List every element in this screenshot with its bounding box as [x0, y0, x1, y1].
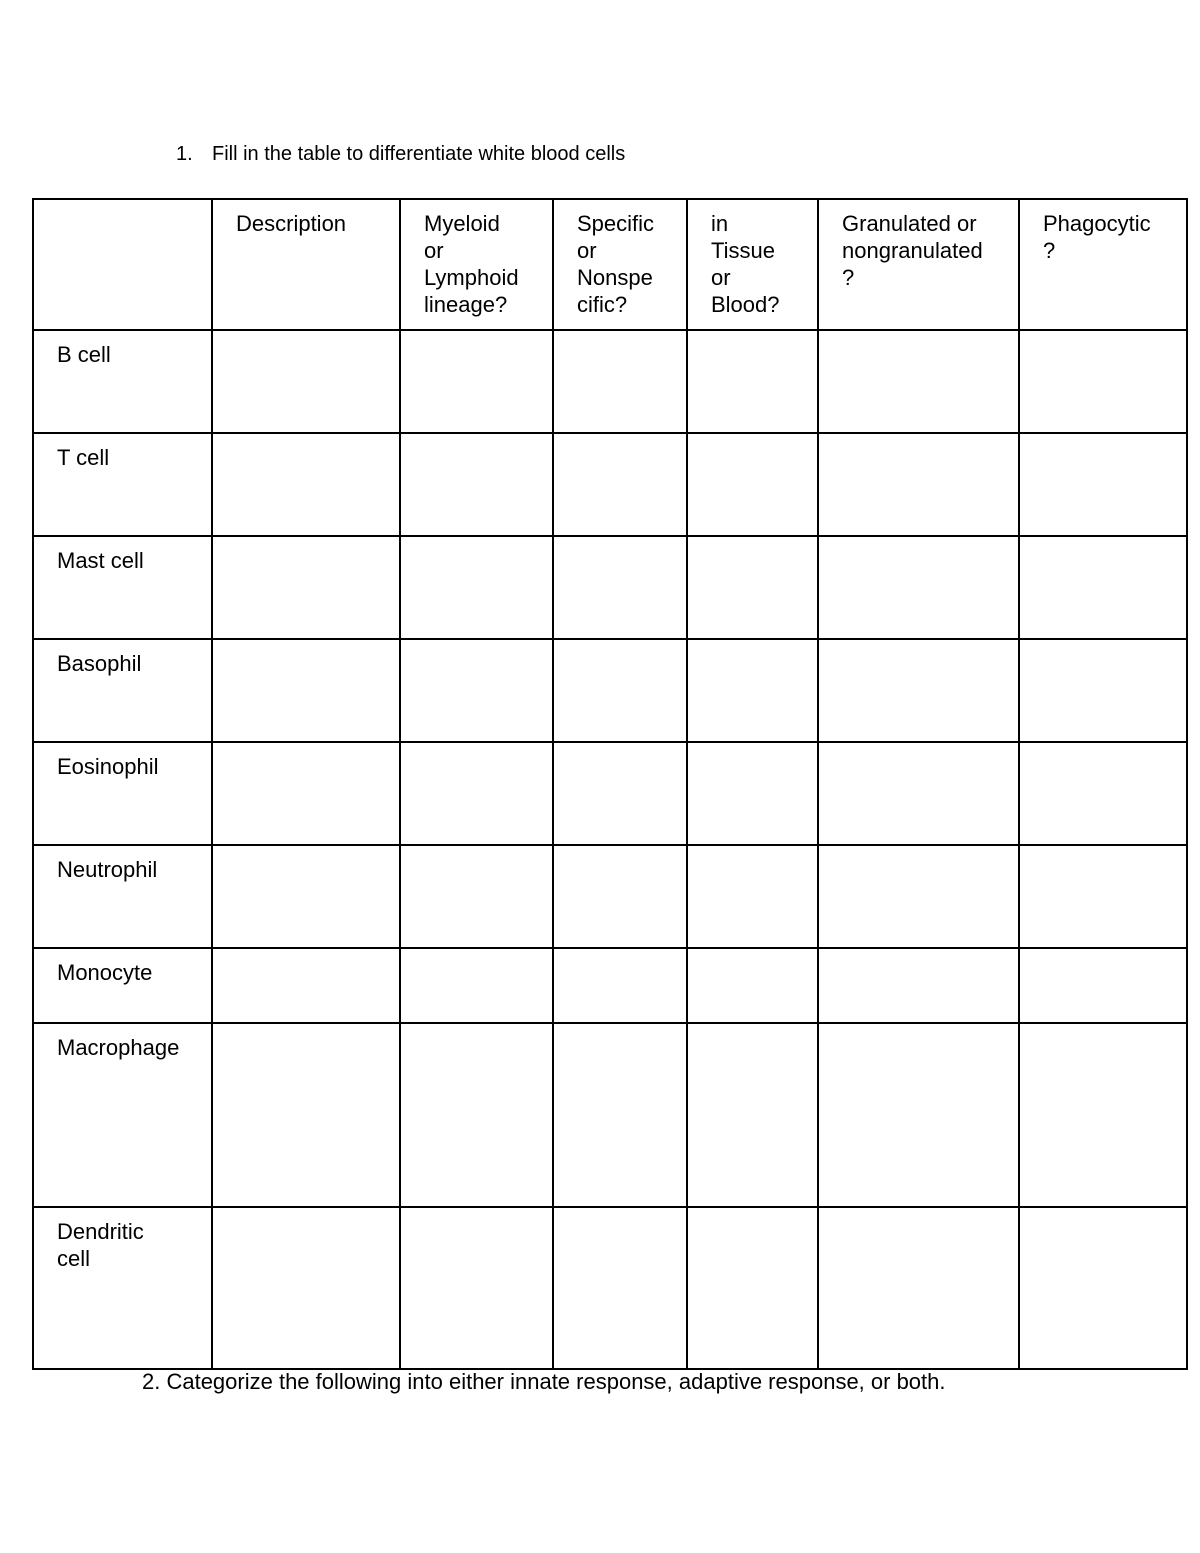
table-row	[33, 330, 1187, 433]
table-header-cell	[553, 199, 687, 330]
answer-cell[interactable]	[400, 1023, 553, 1207]
table-row	[33, 1207, 1187, 1369]
cell-type-label: Neutrophil	[57, 857, 158, 882]
answer-cell[interactable]	[818, 433, 1019, 536]
answer-cell[interactable]	[818, 1207, 1019, 1369]
answer-cell[interactable]	[400, 1207, 553, 1369]
table-header-label: Myeloid or Lymphoid lineage?	[424, 211, 519, 317]
answer-cell[interactable]	[1019, 948, 1187, 1023]
table-header-cell	[212, 199, 400, 330]
table-header-cell	[687, 199, 818, 330]
answer-cell[interactable]	[1019, 433, 1187, 536]
table-header-label: Specific or Nonspe cific?	[577, 211, 655, 317]
table-header-label: Granulated or nongranulated ?	[842, 211, 983, 290]
cell-type-label: Mast cell	[57, 548, 144, 573]
answer-cell[interactable]	[212, 742, 400, 845]
answer-cell[interactable]	[818, 330, 1019, 433]
table-row-label-cell	[33, 639, 212, 742]
table-row-label-cell	[33, 1023, 212, 1207]
table-header-label: Phagocytic ?	[1043, 211, 1151, 263]
answer-cell[interactable]	[400, 330, 553, 433]
answer-cell[interactable]	[553, 948, 687, 1023]
answer-cell[interactable]	[553, 536, 687, 639]
answer-cell[interactable]	[553, 330, 687, 433]
answer-cell[interactable]	[687, 433, 818, 536]
cell-type-label: Monocyte	[57, 960, 153, 985]
answer-cell[interactable]	[212, 639, 400, 742]
cell-type-label: B cell	[57, 342, 111, 367]
answer-cell[interactable]	[1019, 845, 1187, 948]
cell-type-label: Dendritic cell	[57, 1219, 144, 1271]
answer-cell[interactable]	[553, 639, 687, 742]
answer-cell[interactable]	[212, 330, 400, 433]
answer-cell[interactable]	[818, 845, 1019, 948]
answer-cell[interactable]	[687, 536, 818, 639]
answer-cell[interactable]	[212, 433, 400, 536]
answer-cell[interactable]	[1019, 742, 1187, 845]
answer-cell[interactable]	[212, 536, 400, 639]
table-row-label-cell	[33, 433, 212, 536]
table-header-cell	[1019, 199, 1187, 330]
answer-cell[interactable]	[400, 433, 553, 536]
answer-cell[interactable]	[212, 1207, 400, 1369]
table-row-label-cell	[33, 1207, 212, 1369]
question-1-number: 1.	[176, 143, 193, 165]
answer-cell[interactable]	[687, 1207, 818, 1369]
answer-cell[interactable]	[553, 742, 687, 845]
answer-cell[interactable]	[553, 845, 687, 948]
table-header-cell	[400, 199, 553, 330]
table-row	[33, 742, 1187, 845]
answer-cell[interactable]	[1019, 1207, 1187, 1369]
answer-cell[interactable]	[212, 1023, 400, 1207]
table-row	[33, 433, 1187, 536]
answer-cell[interactable]	[553, 1023, 687, 1207]
table-row-label-cell	[33, 330, 212, 433]
question-1-text: Fill in the table to differentiate white blood cells	[212, 143, 626, 165]
answer-cell[interactable]	[212, 845, 400, 948]
answer-cell[interactable]	[1019, 330, 1187, 433]
question-1	[176, 142, 625, 166]
answer-cell[interactable]	[687, 1023, 818, 1207]
table-corner-cell	[33, 199, 212, 330]
table-row	[33, 845, 1187, 948]
answer-cell[interactable]	[1019, 1023, 1187, 1207]
cell-type-label: Eosinophil	[57, 754, 159, 779]
answer-cell[interactable]	[1019, 639, 1187, 742]
answer-cell[interactable]	[818, 536, 1019, 639]
table-row-label-cell	[33, 742, 212, 845]
table-row	[33, 639, 1187, 742]
answer-cell[interactable]	[687, 845, 818, 948]
table-header-cell	[818, 199, 1019, 330]
answer-cell[interactable]	[687, 330, 818, 433]
table-header-label: Description	[236, 211, 347, 236]
answer-cell[interactable]	[400, 948, 553, 1023]
answer-cell[interactable]	[400, 639, 553, 742]
table-row	[33, 1023, 1187, 1207]
table-row-label-cell	[33, 536, 212, 639]
answer-cell[interactable]	[400, 536, 553, 639]
table-header-label: in Tissue or Blood?	[711, 211, 780, 317]
answer-cell[interactable]	[553, 433, 687, 536]
table-row-label-cell	[33, 845, 212, 948]
cell-type-label: Basophil	[57, 651, 142, 676]
answer-cell[interactable]	[687, 639, 818, 742]
answer-cell[interactable]	[818, 639, 1019, 742]
answer-cell[interactable]	[553, 1207, 687, 1369]
answer-cell[interactable]	[818, 742, 1019, 845]
answer-cell[interactable]	[400, 742, 553, 845]
answer-cell[interactable]	[818, 948, 1019, 1023]
cell-type-label: Macrophage	[57, 1035, 180, 1060]
answer-cell[interactable]	[1019, 536, 1187, 639]
answer-cell[interactable]	[212, 948, 400, 1023]
answer-cell[interactable]	[687, 742, 818, 845]
white-blood-cell-table	[32, 198, 1188, 1370]
table-row	[33, 536, 1187, 639]
answer-cell[interactable]	[400, 845, 553, 948]
cell-type-label: T cell	[57, 445, 110, 470]
answer-cell[interactable]	[687, 948, 818, 1023]
answer-cell[interactable]	[818, 1023, 1019, 1207]
question-2-text: 2. Categorize the following into either innate response, adaptive response, or both.	[142, 1369, 946, 1394]
table-row	[33, 948, 1187, 1023]
table-row-label-cell	[33, 948, 212, 1023]
table-header-row	[33, 199, 1187, 330]
